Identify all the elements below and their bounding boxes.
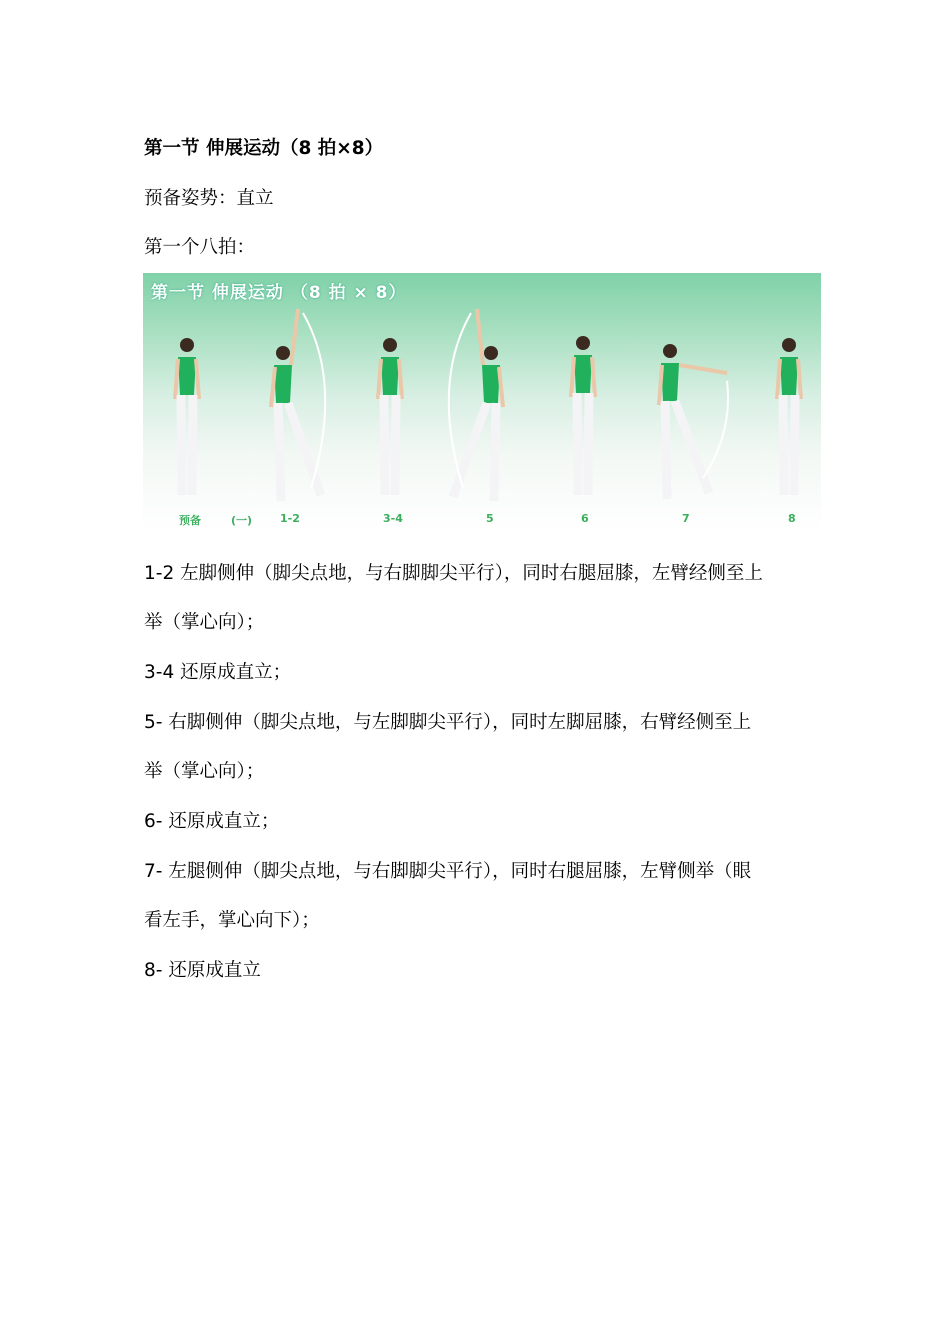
figure-stand-4 [777,338,801,495]
step-line: 8- 还原成直立 [144,960,261,981]
figure-label: (一) [231,514,253,527]
exercise-figure [143,273,821,531]
figure-side-stretch-1 [271,309,325,501]
prep-posture: 预备姿势：直立 [144,188,274,209]
step-line: 7- 左腿侧伸（脚尖点地，与右脚脚尖平行），同时右腿屈膝，左臂侧举（眼 [144,861,752,882]
figure-stand-2 [378,338,402,495]
figure-side-stretch-2 [449,309,503,501]
step-line: 3-4 还原成直立； [144,662,292,683]
figure-stand-1 [175,338,199,495]
step-line: 看左手，掌心向下）； [144,910,320,931]
figure-label: 1-2 [280,512,300,525]
section-heading: 第一节 伸展运动（8 拍×8） [144,138,384,159]
figure-title: 第一节 伸展运动 （8 拍 × 8） [151,283,407,303]
step-line: 6- 还原成直立； [144,811,280,832]
figure-label: 7 [682,512,690,525]
figure-stand-3 [571,336,595,495]
figure-label: 3-4 [383,512,403,525]
first-eight-label: 第一个八拍： [144,237,256,258]
step-line: 5- 右脚侧伸（脚尖点地，与左脚脚尖平行），同时左脚屈膝，右臂经侧至上 [144,712,752,733]
step-line: 1-2 左脚侧伸（脚尖点地，与右脚脚尖平行），同时右腿屈膝，左臂经侧至上 [144,563,763,584]
figure-label: 6 [581,512,589,525]
figure-label: 8 [788,512,796,525]
step-line: 举（掌心向）； [144,612,265,633]
exercise-illustration [143,273,821,531]
figure-side-arm-raise [659,344,728,499]
figure-label: 预备 [179,514,201,527]
figure-label: 5 [486,512,494,525]
step-line: 举（掌心向）； [144,761,265,782]
